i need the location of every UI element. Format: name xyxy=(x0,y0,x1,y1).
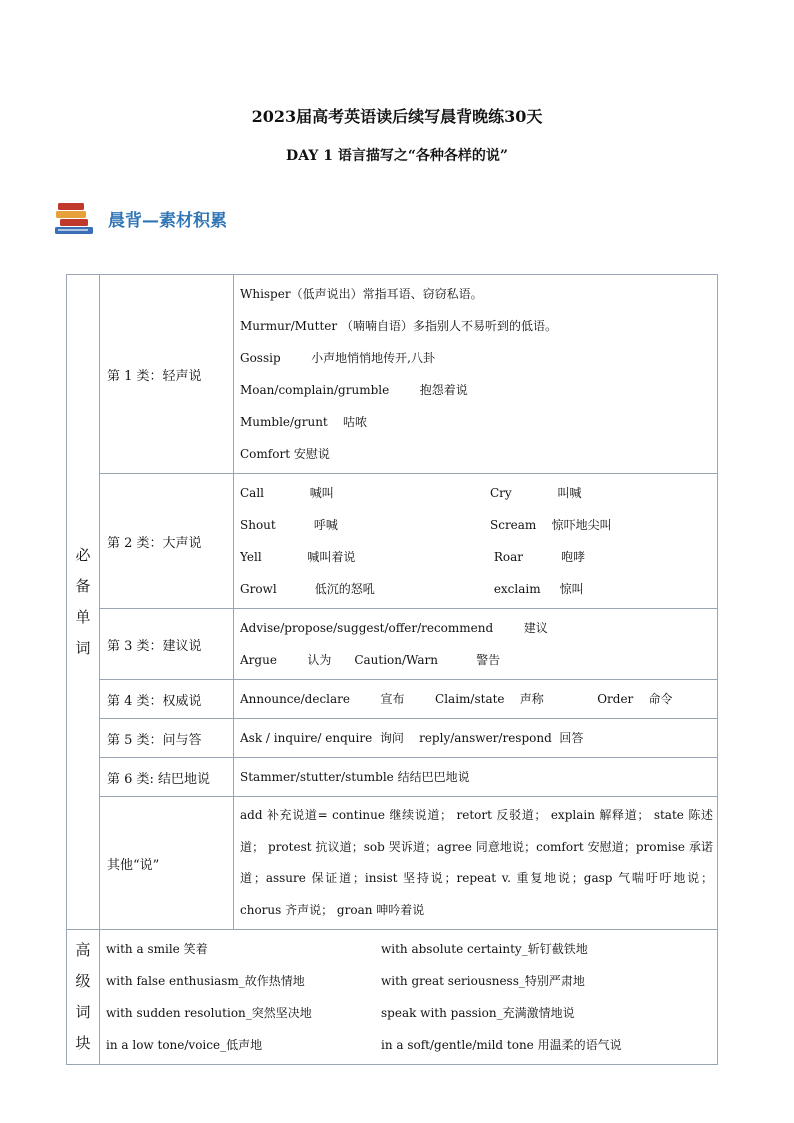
list-item: with false enthusiasm_故作热情地 with great seriousness_特别严肃地 xyxy=(106,974,585,988)
category-suggest-speech: 第 3 类：建议说 xyxy=(100,609,234,680)
list-item: Whisper（低声说出）常指耳语、窃窃私语。 xyxy=(240,287,483,301)
section-header xyxy=(54,201,227,235)
table-row xyxy=(67,797,718,930)
list-item: Yell 喊叫着说 Roar 咆哮 xyxy=(240,550,586,564)
list-item: Mumble/grunt 咕哝 xyxy=(240,415,368,429)
table-row xyxy=(67,474,718,609)
section-heading: 晨背—素材积累 xyxy=(108,210,227,231)
question-answer-content xyxy=(234,719,718,758)
list-item: Growl 低沉的怒吼 exclaim 惊叫 xyxy=(240,582,584,596)
category-authority-speech: 第 4 类：权威说 xyxy=(100,680,234,719)
list-item: Shout 呼喊 Scream 惊吓地尖叫 xyxy=(240,518,612,532)
group-label-required-words: 必 备 单 词 xyxy=(67,275,100,930)
list-item: Stammer/stutter/stumble 结结巴巴地说 xyxy=(240,770,470,784)
table-row xyxy=(67,930,718,1065)
category-loud-speech: 第 2 类：大声说 xyxy=(100,474,234,609)
category-soft-speech: 第 1 类：轻声说 xyxy=(100,275,234,474)
list-item: in a low tone/voice_低声地 in a soft/gentle/mild tone 用温柔的语气说 xyxy=(106,1038,622,1052)
document-subtitle: DAY 1 语言描写之“各种各样的说” xyxy=(286,148,508,164)
category-question-answer: 第 5 类：问与答 xyxy=(100,719,234,758)
table-row xyxy=(67,719,718,758)
table-row xyxy=(67,680,718,719)
soft-speech-content xyxy=(234,275,718,474)
suggest-speech-content xyxy=(234,609,718,680)
list-item: Announce/declare 宣布 Claim/state 声称 Order 命令 xyxy=(240,692,673,706)
table-row xyxy=(67,609,718,680)
list-item: Ask / inquire/ enquire 询问 reply/answer/respond 回答 xyxy=(240,731,584,745)
list-item: Argue 认为 Caution/Warn 警告 xyxy=(240,653,501,667)
vocabulary-table xyxy=(66,274,718,1065)
list-item: Comfort 安慰说 xyxy=(240,447,330,461)
stammer-speech-content xyxy=(234,758,718,797)
other-speech-text: add 补充说道= continue 继续说道； retort 反驳道； explain 解释道； state 陈述道； protest 抗议道；sob 哭诉道；agree 同意地说；comfort 安慰道；promise 承诺道；assure 保证道；insist 坚持说；repeat v. 重复地说；gasp 气喘吁吁地说；chorus 齐声说； groan 呻吟着说 xyxy=(240,808,713,917)
list-item: Advise/propose/suggest/offer/recommend 建议 xyxy=(240,621,548,635)
table-row xyxy=(67,275,718,474)
authority-speech-content xyxy=(234,680,718,719)
document-title: 2023届高考英语读后续写晨背晚练30天 xyxy=(251,107,543,126)
list-item: Murmur/Mutter （喃喃自语）多指别人不易听到的低语。 xyxy=(240,319,557,333)
category-stammer-speech: 第 6 类: 结巴地说 xyxy=(100,758,234,797)
table-row xyxy=(67,758,718,797)
list-item: with sudden resolution_突然坚决地 speak with passion_充满激情地说 xyxy=(106,1006,575,1020)
list-item: Moan/complain/grumble 抱怨着说 xyxy=(240,383,468,397)
loud-speech-content xyxy=(234,474,718,609)
advanced-phrases-content xyxy=(100,930,718,1065)
books-icon xyxy=(54,201,96,235)
category-other-speech: 其他“说” xyxy=(100,797,234,930)
list-item: with a smile 笑着 with absolute certainty_斩钉截铁地 xyxy=(106,942,588,956)
group-label-advanced-phrases: 高 级 词 块 xyxy=(67,930,100,1065)
list-item: Call 喊叫 Cry 叫喊 xyxy=(240,486,582,500)
list-item: Gossip 小声地悄悄地传开,八卦 xyxy=(240,351,435,365)
other-speech-content xyxy=(234,797,718,930)
